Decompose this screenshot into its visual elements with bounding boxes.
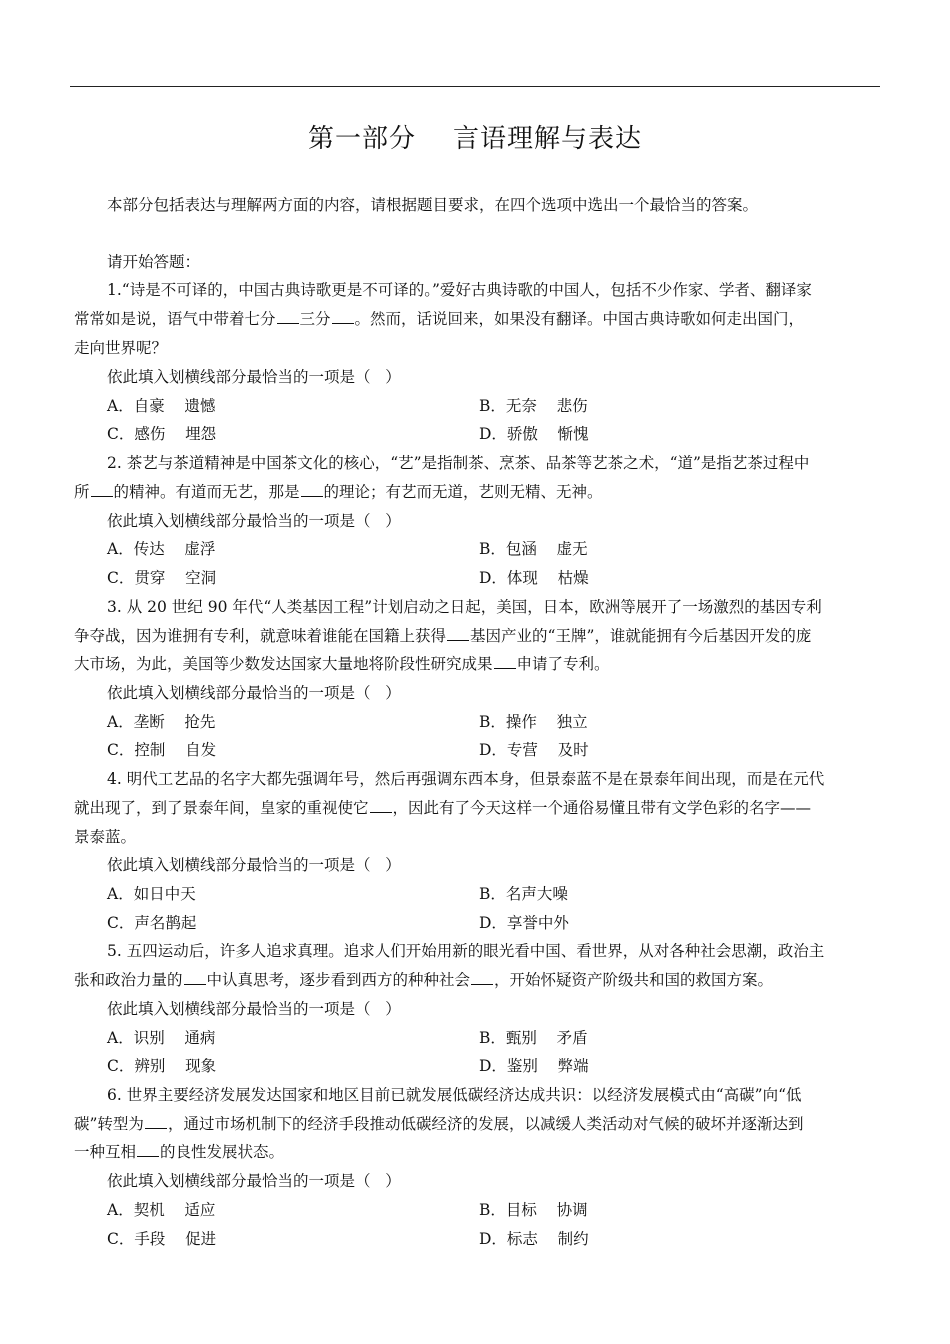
start-text: 请开始答题： bbox=[107, 253, 201, 271]
q4-line1: 4. 明代工艺品的名字大都先强调年号，然后再强调东西本身，但景泰蓝不是在景泰年间出现，而是在元代 bbox=[107, 770, 825, 788]
blank bbox=[145, 1114, 167, 1129]
q1-line2: 常常如是说，语气中带着七分 三分 。然而，话说回来，如果没有翻译。中国古典诗歌如何走出国门， bbox=[74, 310, 805, 328]
blank bbox=[91, 482, 113, 497]
blank bbox=[184, 970, 206, 985]
q6-option-a: A．契机 适应 bbox=[107, 1201, 216, 1219]
q3-option-c: C．控制 自发 bbox=[107, 741, 217, 759]
q6-line1: 6. 世界主要经济发展发达国家和地区目前已就发展低碳经济达成共识：以经济发展模式由“高碳”向“低 bbox=[107, 1086, 802, 1104]
q4-line3: 景泰蓝。 bbox=[74, 828, 137, 846]
q3-option-a: A．垄断 抢先 bbox=[107, 713, 216, 731]
q2-prompt: 依此填入划横线部分最恰当的一项是（ ） bbox=[107, 512, 401, 530]
q1-option-a: A．自豪 遗憾 bbox=[107, 397, 216, 415]
q5-line1: 5. 五四运动后，许多人追求真理。追求人们开始用新的眼光看中国、看世界，从对各种社会思潮，政治主 bbox=[107, 942, 825, 960]
section-title: 第一部分 言语理解与表达 bbox=[307, 124, 643, 154]
q6-line3: 一种互相 的良性发展状态。 bbox=[74, 1143, 285, 1161]
q3-option-b: B．操作 独立 bbox=[479, 713, 588, 731]
q5-option-c: C．辨别 现象 bbox=[107, 1057, 217, 1075]
q1-line3: 走向世界呢？ bbox=[74, 339, 168, 357]
q6-prompt: 依此填入划横线部分最恰当的一项是（ ） bbox=[107, 1172, 401, 1190]
q2-line2: 所 的精神。有道而无艺，那是 的理论；有艺而无道，艺则无精、无神。 bbox=[74, 483, 603, 501]
q1-line1: 1.“诗是不可译的，中国古典诗歌更是不可译的。”爱好古典诗歌的中国人，包括不少作家、学者、翻译家 bbox=[107, 281, 812, 299]
q5-prompt: 依此填入划横线部分最恰当的一项是（ ） bbox=[107, 1000, 401, 1018]
q1-prompt: 依此填入划横线部分最恰当的一项是（ ） bbox=[107, 368, 401, 386]
q2-option-a: A．传达 虚浮 bbox=[107, 540, 216, 558]
blank bbox=[301, 482, 323, 497]
q1-option-b: B．无奈 悲伤 bbox=[479, 397, 588, 415]
header-rule bbox=[70, 86, 880, 87]
q5-line2: 张和政治力量的 中认真思考，逐步看到西方的种种社会 ，开始怀疑资产阶级共和国的救国方案。 bbox=[74, 971, 774, 989]
q4-line2: 就出现了，到了景泰年间，皇家的重视使它 ，因此有了今天这样一个通俗易懂且带有文学色彩的名字—— bbox=[74, 799, 812, 817]
blank bbox=[447, 626, 469, 641]
q3-line1: 3. 从 20 世纪 90 年代“人类基因工程”计划启动之日起，美国，日本，欧洲等展开了一场激烈的基因专利 bbox=[107, 598, 822, 616]
q4-option-c: C．声名鹊起 bbox=[107, 914, 197, 932]
q6-option-c: C．手段 促进 bbox=[107, 1230, 217, 1248]
q2-option-c: C．贯穿 空洞 bbox=[107, 569, 217, 587]
q5-option-b: B．甄别 矛盾 bbox=[479, 1029, 588, 1047]
q4-option-a: A．如日中天 bbox=[107, 885, 196, 903]
q6-option-d: D．标志 制约 bbox=[479, 1230, 589, 1248]
blank bbox=[137, 1142, 159, 1157]
q2-option-b: B．包涵 虚无 bbox=[479, 540, 588, 558]
q3-option-d: D．专营 及时 bbox=[479, 741, 589, 759]
q2-line1: 2. 茶艺与茶道精神是中国茶文化的核心，“艺”是指制茶、烹茶、品茶等艺茶之术，“道”是指艺茶过程中 bbox=[107, 454, 810, 472]
q3-prompt: 依此填入划横线部分最恰当的一项是（ ） bbox=[107, 684, 401, 702]
q5-option-d: D．鉴别 弊端 bbox=[479, 1057, 589, 1075]
blank bbox=[277, 309, 299, 324]
q4-option-b: B．名声大噪 bbox=[479, 885, 568, 903]
q2-option-d: D．体现 枯燥 bbox=[479, 569, 589, 587]
blank bbox=[370, 798, 392, 813]
q6-option-b: B．目标 协调 bbox=[479, 1201, 588, 1219]
blank bbox=[332, 309, 354, 324]
q5-option-a: A．识别 通病 bbox=[107, 1029, 216, 1047]
intro-text: 本部分包括表达与理解两方面的内容，请根据题目要求，在四个选项中选出一个最恰当的答案。 bbox=[107, 196, 759, 214]
q3-line3: 大市场，为此，美国等少数发达国家大量地将阶段性研究成果 申请了专利。 bbox=[74, 655, 610, 673]
q1-option-d: D．骄傲 惭愧 bbox=[479, 425, 589, 443]
q6-line2: 碳”转型为 ，通过市场机制下的经济手段推动低碳经济的发展，以减缓人类活动对气候的破坏并逐渐达到 bbox=[74, 1115, 804, 1133]
blank bbox=[494, 654, 516, 669]
q4-prompt: 依此填入划横线部分最恰当的一项是（ ） bbox=[107, 856, 401, 874]
blank bbox=[471, 970, 493, 985]
q4-option-d: D．享誉中外 bbox=[479, 914, 569, 932]
q1-option-c: C．感伤 埋怨 bbox=[107, 425, 217, 443]
q3-line2: 争夺战，因为谁拥有专利，就意味着谁能在国籍上获得 基因产业的“王牌”，谁就能拥有今后基因开发的庞 bbox=[74, 627, 812, 645]
